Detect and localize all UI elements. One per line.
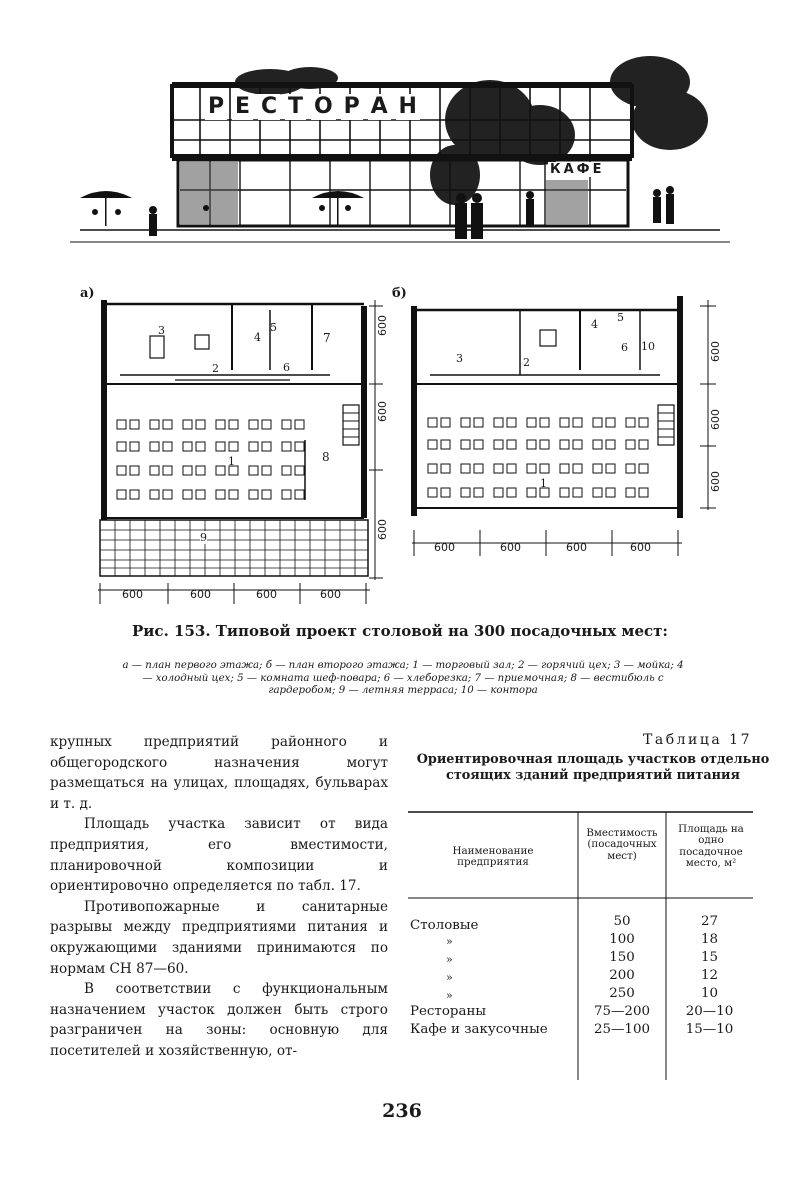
table-cell-name: » [446, 971, 453, 984]
room-number: 5 [617, 311, 624, 324]
room-number: 1 [540, 477, 547, 490]
table-cell-name: Столовые [410, 918, 479, 933]
dimension-label: 600 [434, 541, 455, 554]
room-number: 8 [322, 450, 330, 464]
table-cell-name: Кафе и закусочные [410, 1022, 548, 1037]
sign-letter: О [311, 94, 336, 120]
body-text [50, 732, 388, 1062]
legend-item: 3 — мойка; [613, 660, 674, 671]
sign-letter: Т [285, 94, 306, 120]
dimension-label: 600 [122, 588, 143, 601]
room-number: 6 [621, 341, 628, 354]
table-cell-area: 12 [700, 968, 719, 983]
legend-item: 9 — летняя терраса; [338, 685, 458, 697]
room-number: 4 [254, 331, 261, 344]
room-number: 9 [200, 531, 207, 544]
room-number: 2 [212, 362, 219, 375]
legend-item: 1 — торговый зал; [412, 660, 515, 671]
room-number: 3 [158, 324, 165, 337]
table-cell-capacity: 75—200 [594, 1004, 650, 1019]
table-cell-name: Рестораны [410, 1004, 487, 1019]
table-label: Таблица 17 [643, 732, 752, 748]
page-number: 236 [382, 1100, 422, 1122]
sign-letter: Н [396, 94, 420, 120]
dimension-label: 600 [566, 541, 587, 554]
table-cell-capacity: 25—100 [594, 1022, 650, 1037]
paragraph: крупных предприятий районного и общегородского назначения могут размещаться на улицах, площадях, бульварах и т. д. [50, 734, 388, 812]
legend-item: 6 — хлеборезка; [383, 672, 472, 684]
dimension-label: 600 [320, 588, 341, 601]
table-cell-area: 18 [700, 932, 719, 947]
dimension-label: 600 [630, 541, 651, 554]
paragraph: В соответствии с функциональным назначением участок должен быть строго разграничен на зоны: основную для посетителей и хозяйственную, от- [50, 981, 388, 1059]
figure-caption-title: Рис. 153. Типовой проект столовой на 300 посадочных мест: [132, 622, 668, 640]
room-number: 6 [283, 361, 290, 374]
legend-item: 10 — контора [460, 685, 538, 697]
table-cell-name: » [446, 935, 453, 948]
room-number: 10 [641, 340, 655, 353]
legend-item: 7 — приемочная; [474, 672, 568, 684]
table-cell-area: 20—10 [685, 1004, 734, 1019]
dimension-label: 600 [376, 315, 389, 336]
room-number: 2 [523, 356, 530, 369]
figure-legend [118, 660, 688, 698]
floor-plan-b [0, 0, 802, 580]
cafe-sign: КАФЕ [550, 162, 605, 177]
dimension-label: 600 [376, 519, 389, 540]
room-number: 5 [270, 321, 277, 334]
table-cell-capacity: 250 [609, 986, 635, 1001]
dimension-label: 600 [709, 409, 722, 430]
legend-item: 2 — горячий цех; [517, 660, 611, 671]
table-cell-capacity: 100 [609, 932, 635, 947]
table-header-area: Площадь на одно посадочное место, м² [678, 823, 744, 870]
table-cell-name: » [446, 953, 453, 966]
legend-item: а — план первого этажа; [122, 660, 263, 671]
room-number: 4 [591, 318, 598, 331]
dimension-label: 600 [256, 588, 277, 601]
table-cell-capacity: 200 [609, 968, 635, 983]
dimension-label: 600 [709, 341, 722, 362]
table-cell-name: » [446, 989, 453, 1002]
room-number: 7 [323, 331, 331, 345]
table-header-name: Наименование предприятия [452, 845, 534, 869]
sign-letter: Р [205, 94, 227, 120]
legend-item: 8 — вестибюль с гардеробом; [268, 672, 664, 697]
dimension-label: 600 [709, 471, 722, 492]
dimension-label: 600 [500, 541, 521, 554]
table-cell-area: 10 [700, 986, 719, 1001]
table-cell-area: 27 [700, 914, 719, 929]
table-cell-capacity: 150 [609, 950, 635, 965]
plan-b-label: б) [392, 286, 407, 301]
dimension-label: 600 [190, 588, 211, 601]
table-cell-area: 15 [700, 950, 719, 965]
sign-letter: Е [232, 94, 253, 120]
table-cell-capacity: 50 [613, 914, 631, 929]
legend-item: б — план второго этажа; [265, 660, 410, 671]
sign-letter: Р [341, 94, 363, 120]
legend-item: 5 — комната шеф-повара; [237, 672, 381, 684]
table-cell-area: 15—10 [685, 1022, 734, 1037]
table-title: Ориентировочная площадь участков отдельно стоящих зданий предприятий питания [416, 752, 770, 783]
legend-item: 4 — холодный цех; [142, 660, 684, 684]
paragraph: Противопожарные и санитарные разрывы между предприятиями питания и окружающими зданиями принимаются по нормам СН 87—60. [50, 898, 388, 977]
data-table [408, 812, 753, 1082]
plan-a-label: а) [80, 286, 95, 301]
room-number: 1 [228, 455, 235, 468]
sign-letter: С [258, 94, 280, 120]
dimension-label: 600 [376, 401, 389, 422]
room-number: 3 [456, 352, 463, 365]
sign-letter: А [368, 94, 391, 120]
table-header-capacity: Вместимость (посадочных мест) [586, 827, 658, 862]
paragraph: Площадь участка зависит от вида предприятия, его вместимости, планировочной композиции и ориентировочно определяется по табл. 17. [50, 816, 388, 895]
